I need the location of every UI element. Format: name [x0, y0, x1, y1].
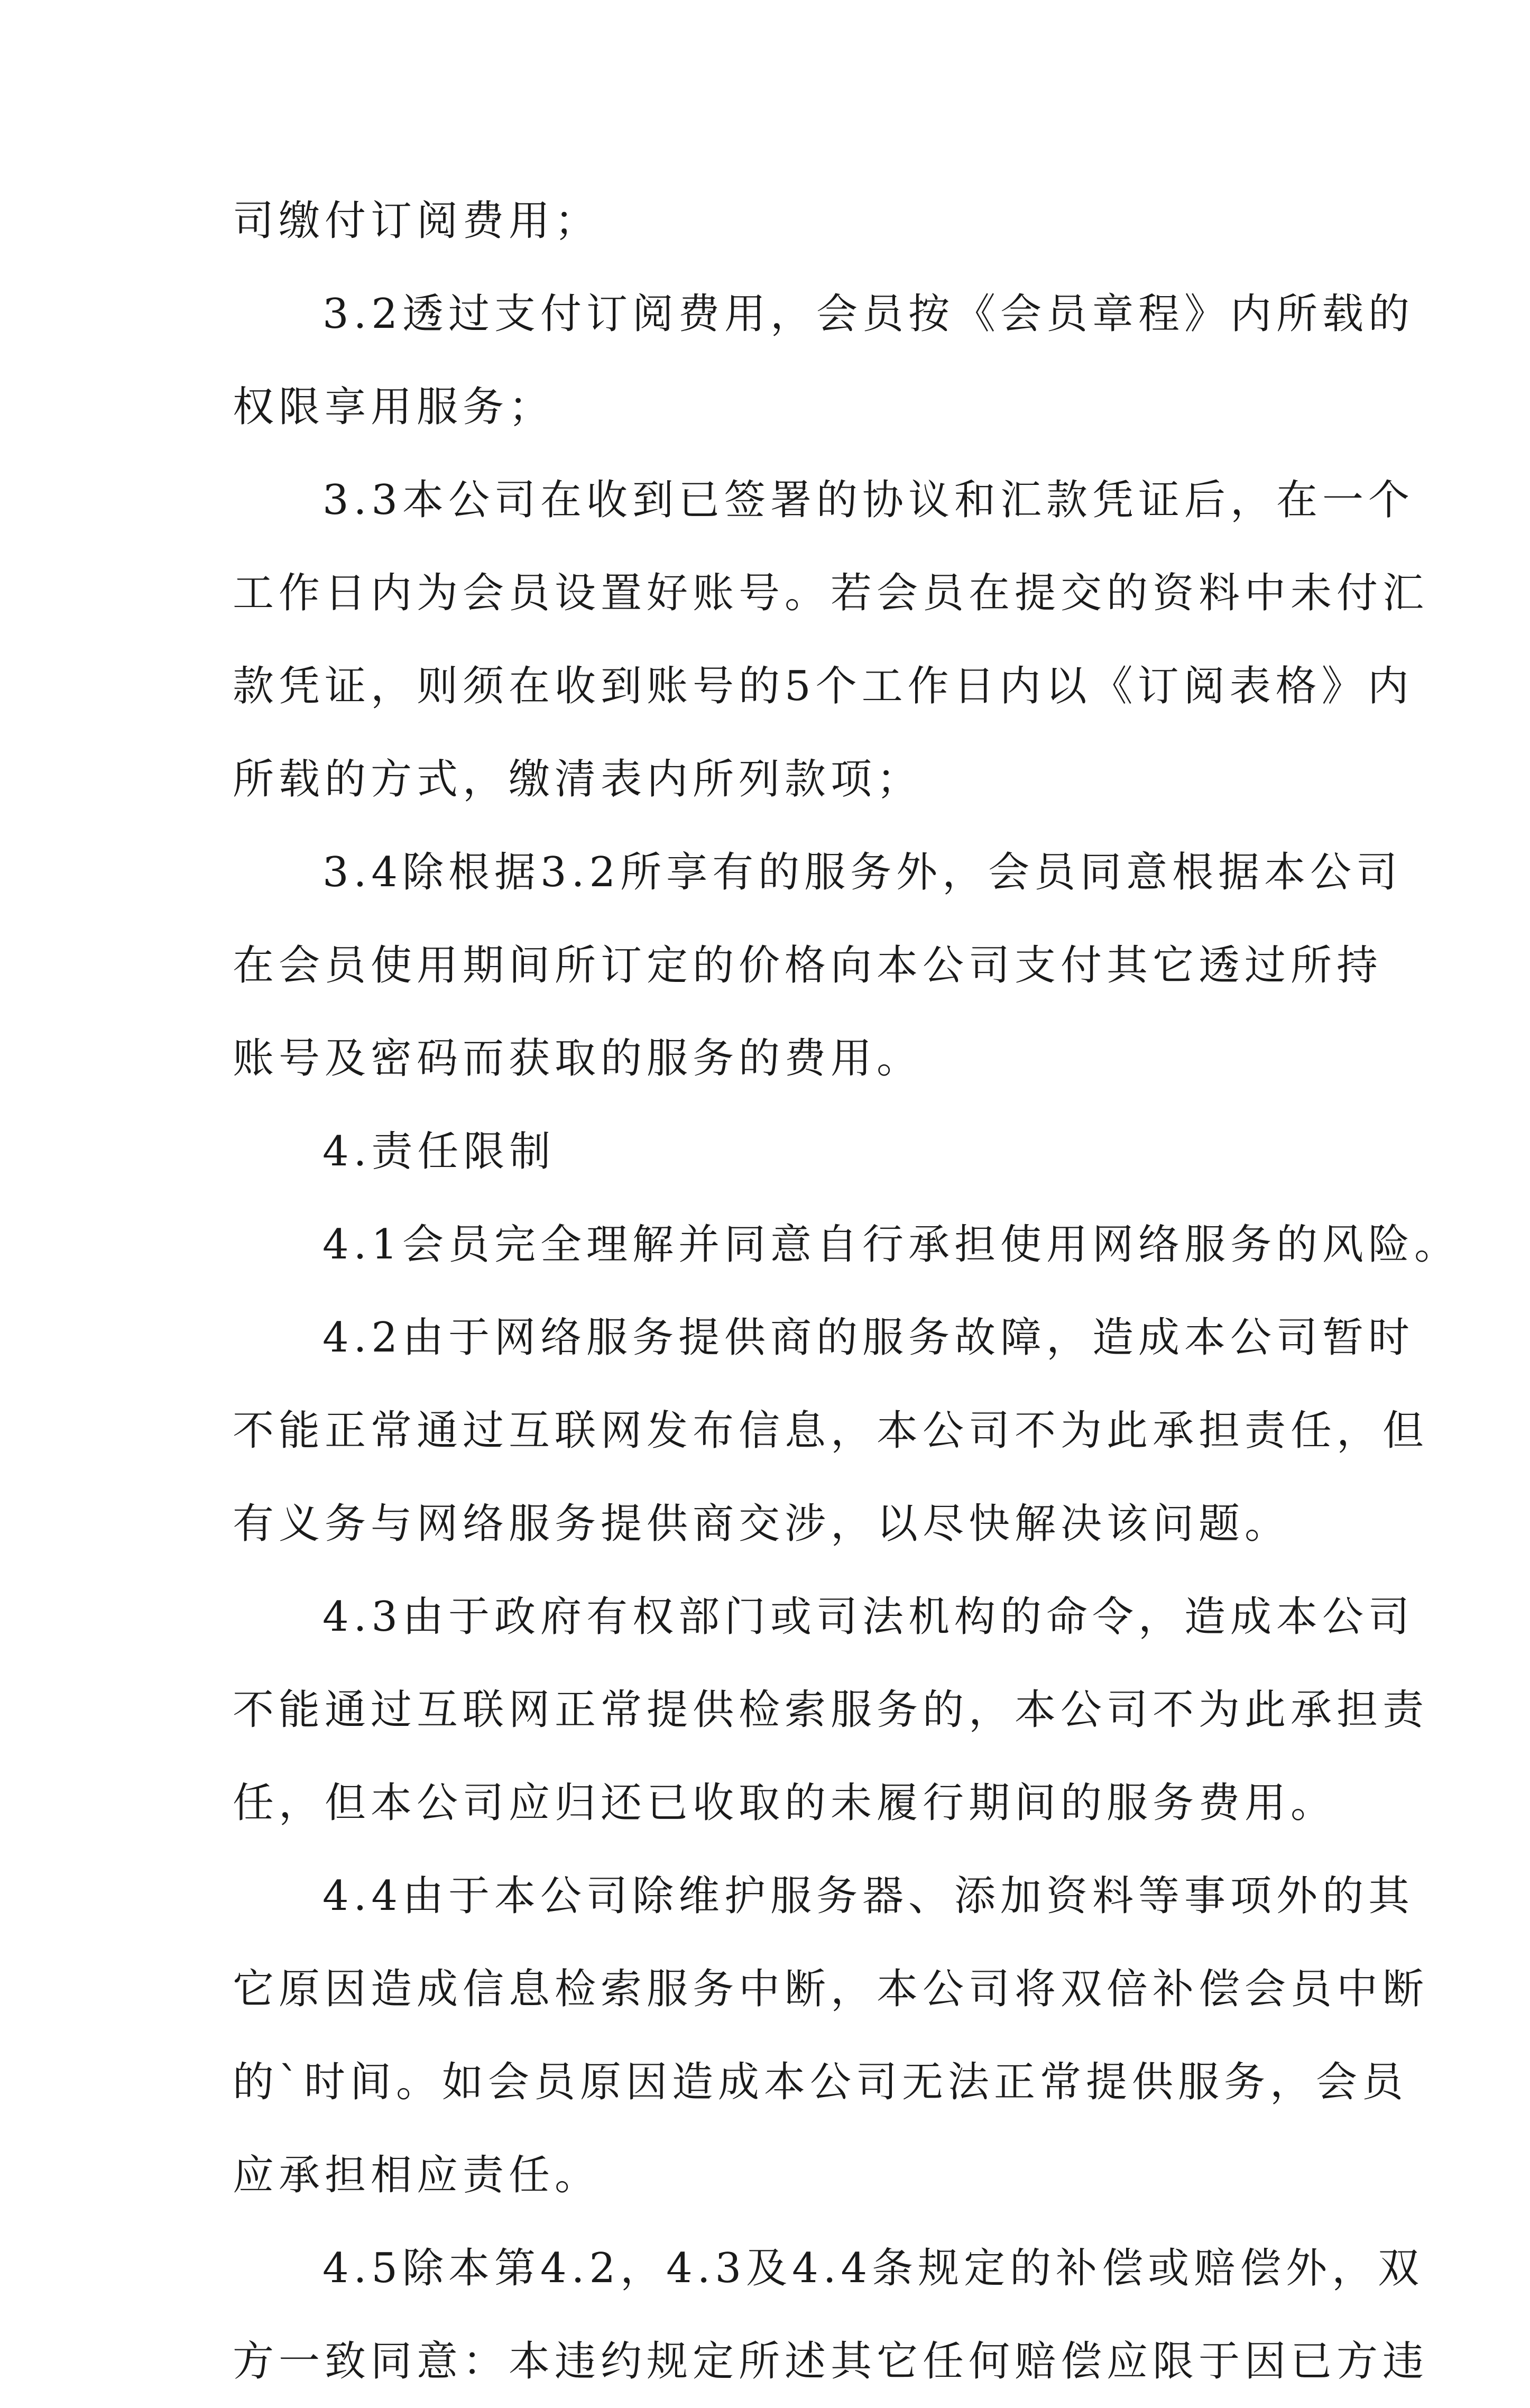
text-line: 4.1会员完全理解并同意自行承担使用网络服务的风险。: [322, 1221, 1461, 1269]
section-heading: 4.责任限制: [322, 1128, 556, 1175]
text-line: 款凭证，则须在收到账号的5个工作日内以《订阅表格》内: [233, 663, 1414, 710]
text-line: 3.3本公司在收到已签署的协议和汇款凭证后，在一个: [322, 476, 1415, 524]
text-line: 在会员使用期间所订定的价格向本公司支付其它透过所持: [233, 942, 1383, 989]
text-line: 工作日内为会员设置好账号。若会员在提交的资料中未付汇: [233, 569, 1429, 617]
text-line: 4.5除本第4.2，4.3及4.4条规定的补偿或赔偿外，双: [322, 2245, 1424, 2292]
text-line: 的`时间。如会员原因造成本公司无法正常提供服务，会员: [233, 2058, 1408, 2106]
text-line: 不能通过互联网正常提供检索服务的，本公司不为此承担责: [233, 1686, 1429, 1734]
text-line: 权限享用服务；: [233, 383, 555, 431]
text-line: 4.4由于本公司除维护服务器、添加资料等事项外的其: [322, 1872, 1415, 1920]
text-line: 有义务与网络服务提供商交涉，以尽快解决该问题。: [233, 1500, 1291, 1548]
text-line: 司缴付订阅费用；: [233, 197, 601, 245]
text-line: 3.2透过支付订阅费用，会员按《会员章程》内所载的: [322, 290, 1415, 338]
document-body: [233, 174, 1461, 2408]
text-line: 任，但本公司应归还已收取的未履行期间的服务费用。: [233, 1779, 1337, 1827]
text-line: 不能正常通过互联网发布信息，本公司不为此承担责任，但: [233, 1407, 1429, 1455]
text-line: 它原因造成信息检索服务中断，本公司将双倍补偿会员中断: [233, 1965, 1429, 2013]
text-line: 应承担相应责任。: [233, 2152, 601, 2199]
text-line: 所载的方式，缴清表内所列款项；: [233, 756, 923, 803]
text-line: 4.2由于网络服务提供商的服务故障，造成本公司暂时: [322, 1314, 1415, 1362]
text-line: 4.3由于政府有权部门或司法机构的命令，造成本公司: [322, 1593, 1415, 1641]
text-line: 3.4除根据3.2所享有的服务外，会员同意根据本公司: [322, 849, 1403, 896]
text-line: 账号及密码而获取的服务的费用。: [233, 1035, 923, 1082]
text-line: 方一致同意：本违约规定所述其它任何赔偿应限于因已方违: [233, 2338, 1429, 2385]
